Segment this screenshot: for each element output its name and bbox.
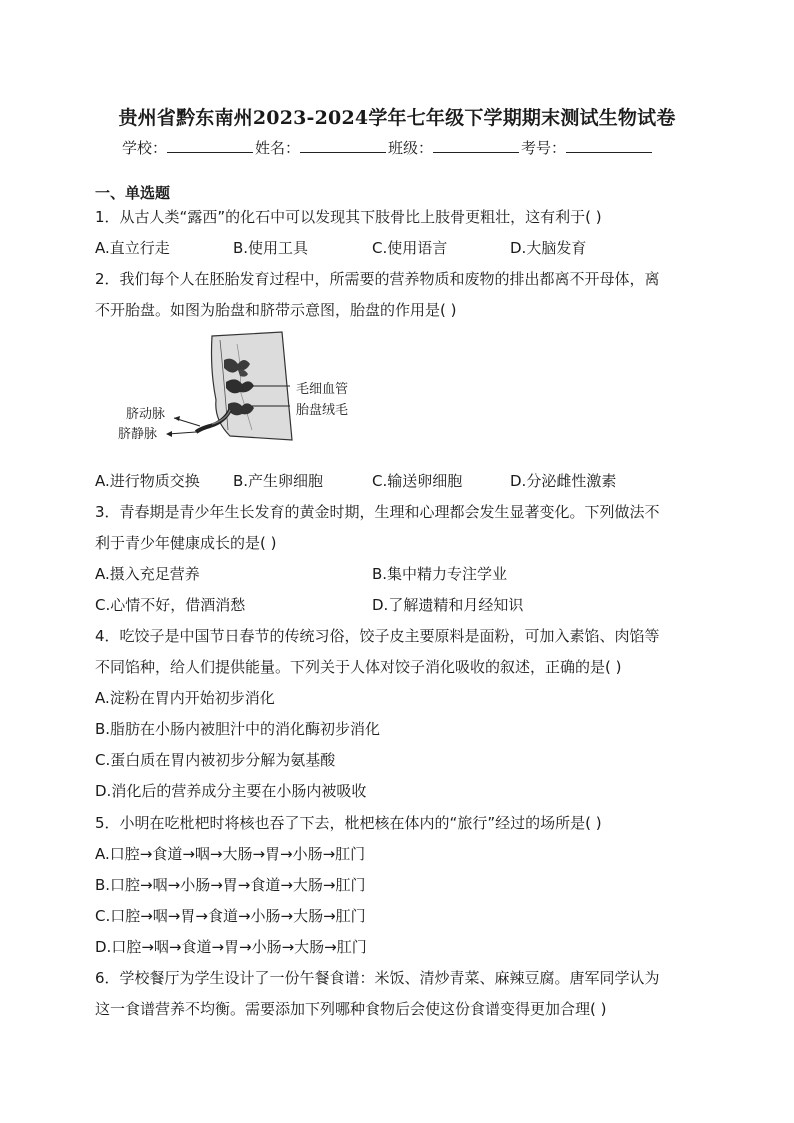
q4-stem-line2: 不同馅种，给人们提供能量。下列关于人体对饺子消化吸收的叙述，正确的是( ) [95,658,622,676]
q3-stem-line2: 利于青少年健康成长的是( ) [95,534,277,552]
q1-option-b[interactable]: B.使用工具 [233,239,309,257]
q6-stem-line1: 6．学校餐厅为学生设计了一份午餐食谱：米饭、清炒青菜、麻辣豆腐。唐军同学认为 [95,969,660,987]
q2-option-d[interactable]: D.分泌雌性激素 [510,472,617,490]
q4-option-c[interactable]: C.蛋白质在胃内被初步分解为氨基酸 [95,751,336,769]
q3-stem-line1: 3．青春期是青少年生长发育的黄金时期，生理和心理都会发生显著变化。下列做法不 [95,503,660,521]
q2-stem-line1: 2．我们每个人在胚胎发育过程中，所需要的营养物质和废物的排出都离不开母体，离 [95,270,660,288]
school-blank[interactable] [167,138,253,153]
q4-option-a[interactable]: A.淀粉在胃内开始初步消化 [95,689,275,707]
q5-option-a[interactable]: A.口腔→食道→咽→大肠→胃→小肠→肛门 [95,845,366,863]
school-label: 学校： [122,139,168,157]
q5-option-b[interactable]: B.口腔→咽→小肠→胃→食道→大肠→肛门 [95,876,366,894]
number-label: 考号： [521,139,567,157]
placenta-diagram [112,330,372,442]
name-label: 姓名： [255,139,301,157]
name-blank[interactable] [300,138,386,153]
number-blank[interactable] [566,138,652,153]
q3-option-a[interactable]: A.摄入充足营养 [95,565,200,583]
q5-stem: 5．小明在吃枇杷时将核也吞了下去，枇杷核在体内的“旅行”经过的场所是( ) [95,814,602,832]
q4-option-d[interactable]: D.消化后的营养成分主要在小肠内被吸收 [95,782,367,800]
q2-option-a[interactable]: A.进行物质交换 [95,472,200,490]
q6-stem-line2: 这一食谱营养不均衡。需要添加下列哪种食物后会使这份食谱变得更加合理( ) [95,1000,607,1018]
q3-option-d[interactable]: D.了解遗精和月经知识 [372,596,524,614]
label-umbilical-artery: 脐动脉 [126,407,166,422]
q2-option-b[interactable]: B.产生卵细胞 [233,472,324,490]
q3-option-c[interactable]: C.心情不好，借酒消愁 [95,596,246,614]
student-info-row [122,137,654,158]
q2-stem-line2: 不开胎盘。如图为胎盘和脐带示意图，胎盘的作用是( ) [95,301,457,319]
q1-option-a[interactable]: A.直立行走 [95,239,170,257]
q4-stem-line1: 4．吃饺子是中国节日春节的传统习俗，饺子皮主要原料是面粉，可加入素馅、肉馅等 [95,627,660,645]
q1-stem: 1．从古人类“露西”的化石中可以发现其下肢骨比上肢骨更粗壮，这有利于( ) [95,208,602,226]
q5-option-c[interactable]: C.口腔→咽→胃→食道→小肠→大肠→肛门 [95,907,366,925]
q1-option-d[interactable]: D.大脑发育 [510,239,587,257]
label-villi: 胎盘绒毛 [296,403,349,418]
label-capillary: 毛细血管 [296,382,349,397]
q5-option-d[interactable]: D.口腔→咽→食道→胃→小肠→大肠→肛门 [95,938,367,956]
q4-option-b[interactable]: B.脂肪在小肠内被胆汁中的消化酶初步消化 [95,720,381,738]
class-label: 班级： [388,139,434,157]
q3-option-b[interactable]: B.集中精力专注学业 [372,565,508,583]
label-umbilical-vein: 脐静脉 [118,427,158,442]
class-blank[interactable] [433,138,519,153]
section-title: 一、单选题 [95,184,171,202]
exam-title: 贵州省黔东南州2023-2024学年七年级下学期期末测试生物试卷 [118,107,676,129]
q2-option-c[interactable]: C.输送卵细胞 [372,472,463,490]
q1-option-c[interactable]: C.使用语言 [372,239,448,257]
